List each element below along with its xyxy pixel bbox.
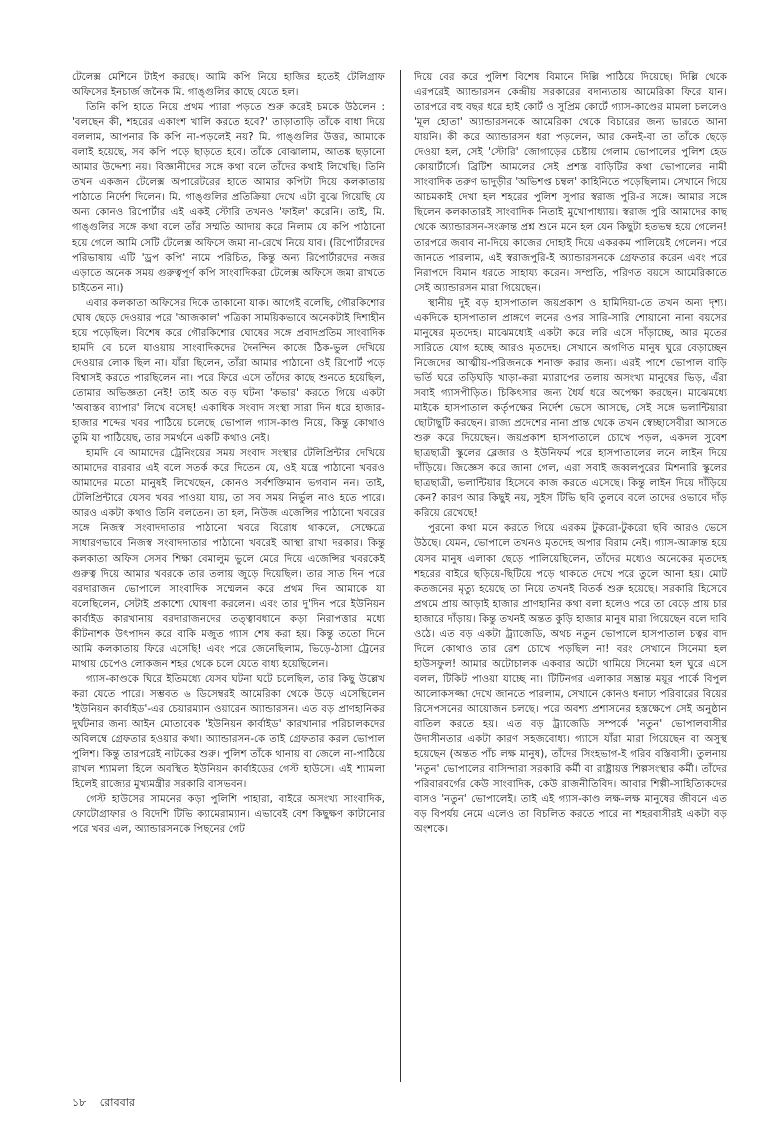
paragraph: টেলেক্স মেশিনে টাইপ করছে। আমি কপি নিয়ে হাজির হতেই টেলিগ্রাফ অফিসের ইনচার্জ জনৈক মি. গাঙ্গুলির কাছে যেতে হল। bbox=[72, 72, 385, 99]
paragraph: দিয়ে বের করে পুলিশ বিশেষ বিমানে দিল্লি পাঠিয়ে দিয়েছে। দিল্লি থেকে এরপরেই অ্যান্ডারসন কেন্দ্রীয় সরকারের বদান্যতায় আমেরিকা ফিরে যান। তারপরে বহু বছর ধরে হাই কোর্ট ও সুপ্রিম কোর্টে গ্যাস-কাণ্ডের মামলা চললেও 'মূল হোতা' অ্যান্ডারসনকে আমেরিকা থেকে বিচারের জন্য ভারতে আনা যায়নি। কী করে অ্যান্ডারসন ধরা পড়লেন, আর কেনই-বা তা তাঁকে ছেড়ে দেওয়া হল, সেই 'স্টোরি' জোগাড়ের চেষ্টায় গেলাম ভোপালের পুলিশ হেড কোয়ার্টার্সে। ব্রিটিশ আমলের সেই প্রশস্ত বাড়িটির কথা ভোপালের নামী সাংবাদিক তরুণ ভাদুড়ীর 'অভিশপ্ত চম্বল' কাহিনিতে পড়েছিলাম। সেখানে গিয়ে আচমকাই দেখা হল শহরের পুলিশ সুপার স্বরাজ পুরি-র সঙ্গে। আমার সঙ্গে ছিলেন কলকাতারই সাংবাদিক নিতাই মুখোপাধ্যায়। স্বরাজ পুরি আমাদের কাছ থেকে অ্যান্ডারসন-সংক্রান্ত প্রশ্ন শুনে মনে হল যেন কিছুটা হতভম্ব হয়ে গেলেন! তারপরে জবাব না-দিয়ে কাজের দোহাই দিয়ে একরকম পালিয়েই গেলেন। পরে জানতে পারলাম, এই স্বরাজপুরি-ই অ্যান্ডারসনকে গ্রেফতার করেন এবং পরে নিরাপদে বিমান ধরতে সাহায্য করেন। সম্প্রতি, পরিণত বয়সে আমেরিকাতে সেই অ্যান্ডারসন মারা গিয়েছেন। bbox=[414, 72, 727, 294]
page-number: ১৮ bbox=[72, 1096, 87, 1109]
paragraph: স্থানীয় দুই বড় হাসপাতাল জয়প্রকাশ ও হামিদিয়া-তে তখন অন্য দৃশ্য। একদিকে হাসপাতাল প্রাঙ্গণে লনের ওপর সারি-সারি শোয়ানো নানা বয়সের মানুষের মৃতদেহ। মাঝেমধ্যেই একটা করে লরি এসে দাঁড়াচ্ছে, আর মৃতের সারিতে যোগ হচ্ছে আরও মৃতদেহ। সেখানে অগণিত মানুষ ঘুরে বেড়াচ্ছেন নিজেদের আত্মীয়-পরিজনকে শনাক্ত করার জন্য। এরই পাশে ভোপাল বাড়ি ভর্তি ঘরে তড়িঘড়ি খাড়া-করা ম্যারাপের তলায় অসংখ্য মানুষের ভিড়, এঁরা সবাই গ্যাসপীড়িত। চিকিৎসার জন্য ধৈর্য ধরে অপেক্ষা করছেন। মাঝেমধ্যে মাইকে হাসপাতাল কর্তৃপক্ষের নির্দেশ ভেসে আসছে, সেই সঙ্গে ভলান্টিয়ারা ছোটাছুটি করছেন। রাজ্য প্রদেশের নানা প্রান্ত থেকে তখন স্বেচ্ছাসেবীরা আসতে শুরু করে দিয়েছেন। জয়প্রকাশ হাসপাতালে চোখে পড়ল, একদল সুবেশ ছাত্রছাত্রী স্কুলের ব্লেজার ও ইউনিফর্ম পরে হাসপাতালের লনে লাইন দিয়ে দাঁড়িয়ে। জিজ্ঞেস করে জানা গেল, এরা সবাই জব্বলপুরের মিশনারি স্কুলের ছাত্রছাত্রী, ভলান্টিয়ার হিসেবে কাজ করতে এসেছে। কিন্তু লাইন দিয়ে দাঁড়িয়ে কেন? কারণ আর কিছুই নয়, সুইস টিভি ছবি তুলবে বলে তাদের ওভাবে দাঁড় করিয়ে রেখেছে! bbox=[414, 297, 727, 520]
paragraph: হামদি বে আমাদের ট্রেনিংয়ের সময় সংবাদ সংস্থার টেলিপ্রিন্টার দেখিয়ে আমাদের বারবার এই বলে সতর্ক করে দিতেন যে, ওই যন্ত্রে পাঠানো খবরও আমাদের মতো মানুষই লিখেছেন, কোনও সর্বশক্তিমান ভগবান নন। তাই, টেলিপ্রিন্টারে যেসব খবর পাওয়া যায়, তা সব সময় নির্ভুল নাও হতে পারে। আরও একটা কথাও তিনি বলতেন। তা হল, নিউজ এজেন্সির পাঠানো খবরের সঙ্গে নিজস্ব সংবাদদাতার পাঠানো খবরে বিরোধ থাকলে, সেক্ষেত্রে সাধারণভাবে নিজস্ব সংবাদদাতার পাঠানো খবরেই আস্থা রাখা দরকার। কিন্তু কলকাতা অফিস সেসব শিক্ষা বেমালুম ভুলে মেরে দিয়ে এজেন্সির খবরকেই গুরুত্ব দিয়ে আমার খবরকে তার তলায় জুড়ে দিয়েছিল। তার সাত দিন পরে বরদারাজন ভোপালে সাংবাদিক সম্মেলন করে প্রথম দিন আমাকে যা বলেছিলেন, সেটাই প্রকাশ্যে ঘোষণা করলেন। এবং তার দু'দিন পরে ইউনিয়ন কার্বাইড কারখানায় বরদারাজনদের তত্ত্বাবধানে কড়া নিরাপত্তার মধ্যে কীটনাশক উৎপাদন করে বাকি মজুত গ্যাস শেষ করা হয়। কিন্তু ততো দিনে আমি কলকাতায় ফিরে এসেছি! এবং পরে জেনেছিলাম, ভিড়ে-ঠাসা ট্রেনের মাথায় চেপেও লোকজন শহর থেকে চলে যেতে বাধ্য হয়েছিলেন। bbox=[72, 448, 385, 670]
paragraph: এবার কলকাতা অফিসের দিকে তাকানো যাক। আগেই বলেছি, গৌরকিশোর ঘোষ ছেড়ে দেওয়ার পরে 'আজকাল' পত্রিকা সাময়িকভাবে অনেকটাই দিশাহীন হয়ে পড়েছিল। বিশেষ করে গৌরকিশোর ঘোষের সঙ্গে প্রবাদপ্রতিম সাংবাদিক হামদি বে চলে যাওয়ায় সাংবাদিকদের দৈনন্দিন কাজে ঠিক-ভুল দেখিয়ে দেওয়ার লোক ছিল না। যাঁরা ছিলেন, তাঁরা আমার পাঠানো ওই রিপোর্ট পড়ে বিশ্বাসই করতে পারছিলেন না। পরে ফিরে এসে তাঁদের কাছে শুনতে হয়েছিল, তোমার অভিজ্ঞতা নেই! তাই অত বড় ঘটনা 'কভার' করতে গিয়ে একটা 'অবাস্তব ব্যাপার' লিখে বসেছ! একাধিক সংবাদ সংস্থা সারা দিন ধরে হাজার-হাজার শব্দের খবর পাঠিয়ে চলেছে ভোপাল গ্যাস-কাণ্ড নিয়ে, কিন্তু কোথাও তুমি যা পাঠিয়েছ, তার সমর্থনে একটি কথাও নেই। bbox=[72, 297, 385, 445]
page-footer bbox=[72, 1094, 135, 1113]
paragraph: গেস্ট হাউসের সামনের কড়া পুলিশি পাহারা, বাইরে অসংখ্য সাংবাদিক, ফোটোগ্রাফার ও বিদেশি টিভি ক্যামেরাম্যান। এভাবেই বেশ কিছুক্ষণ কাটানোর পরে খবর এল, অ্যান্ডারসনকে পিছনের গেট bbox=[72, 794, 385, 836]
paragraph: গ্যাস-কাণ্ডকে ঘিরে ইতিমধ্যে যেসব ঘটনা ঘটে চলেছিল, তার কিছু উল্লেখ করা যেতে পারে। সম্ভবত ৬ ডিসেম্বরই আমেরিকা থেকে উড়ে এসেছিলেন 'ইউনিয়ন কার্বাইড'-এর চেয়ারম্যান ওয়ারেন অ্যান্ডারসন। এত বড় প্রাণহানিকর দুর্ঘটনার জন্য আইন মোতাবেক 'ইউনিয়ন কার্বাইড' কারখানার পরিচালকদের অবিলম্বে গ্রেফতার হওয়ার কথা। অ্যান্ডারসন-কে তাই গ্রেফতার করল ভোপাল পুলিশ। কিন্তু তারপরেই নাটকের শুরু। পুলিশ তাঁকে থানায় বা জেলে না-পাঠিয়ে রাখল শ্যামলা হিলে অবস্থিত ইউনিয়ন কার্বাইডের গেস্ট হাউসে। এই শ্যামলা হিলেই রাজ্যের মুখ্যমন্ত্রীর সরকারি বাসভবন। bbox=[72, 673, 385, 791]
magazine-name: রোববার bbox=[99, 1096, 135, 1109]
article-body bbox=[72, 70, 727, 1082]
article-column-left bbox=[72, 70, 385, 1082]
article-column-right bbox=[414, 70, 727, 1082]
paragraph: তিনি কপি হাতে নিয়ে প্রথম প্যারা পড়তে শুরু করেই চমকে উঠলেন : 'বলছেন কী, শহরের একাংশ খালি করতে হবে?' তাড়াতাড়ি তাঁকে বাধা দিয়ে বললাম, আপনার কি কপি না-পড়লেই নয়? মি. গাঙ্গুলির উত্তর, আমাকে বলাই হয়েছে, সব কপি পড়ে ছাড়তে হবে। তাঁকে বোঝালাম, আতঙ্ক ছড়ানো আমার উদ্দেশ্য নয়। বিজ্ঞানীদের সঙ্গে কথা বলে তাঁদের কথাই লিখেছি। তিনি তখন একজন টেলেক্স অপারেটরের হাতে আমার কপিটা দিয়ে কলকাতায় পাঠাতে নির্দেশ দিলেন। মি. গাঙ্গুলির প্রতিক্রিয়া দেখে এটা বুঝে গিয়েছি যে অন্য কোনও রিপোর্টার এই একই স্টোরি তখনও 'ফাইল' করেনি। তাই, মি. গাঙ্গুলির সঙ্গে কথা বলে তাঁর সম্মতি আদায় করে নিলাম যে কপি পাঠানো হয়ে গেলে আমি সেটি টেলেক্স অফিসে জমা না-রেখে নিয়ে যাব। (রিপোর্টারদের পরিভাষায় এটি 'ড্রপ কপি' নামে পরিচিত, কিন্তু অন্য রিপোর্টারদের নজর এড়াতে অনেক সময় গুরুত্বপূর্ণ কপি সাংবাদিকরা টেলেক্স অফিসে জমা রাখতে চাইতেন না।) bbox=[72, 102, 385, 294]
paragraph: পুরনো কথা মনে করতে গিয়ে এরকম টুকরো-টুকরো ছবি আরও ভেসে উঠছে। যেমন, ভোপালে তখনও মৃতদেহ অপার বিরাম নেই। গ্যাস-আক্রান্ত হয়ে যেসব মানুষ এলাকা ছেড়ে পালিয়েছিলেন, তাঁদের মধ্যেও অনেকের মৃতদেহ শহরের বাইরে ছড়িয়ে-ছিটিয়ে পড়ে থাকতে দেখে পরে তুলে আনা হয়। মোট কতজনের মৃত্যু হয়েছে তা নিয়ে তখনই বিতর্ক শুরু হয়েছে। সরকারি হিসেবে প্রথমে প্রায় আড়াই হাজার প্রাণহানির কথা বলা হলেও পরে তা বেড়ে প্রায় চার হাজারে দাঁড়ায়। কিন্তু তখনই অন্তত কুড়ি হাজার মানুষ মারা গিয়েছেন বলে দাবি ওঠে। এত বড় একটা ট্র্যাজেডি, অথচ নতুন ভোপালে হাসপাতাল চত্বর বাদ দিলে কোথাও তার রেশ চোখে পড়ছিল না! বরং সেখানে সিনেমা হল হাউসফুল! আমার অটোচালক একবার অটো থামিয়ে সিনেমা হল ঘুরে এসে বলল, টিকিট পাওয়া যাচ্ছে না। টিটিনগর এলাকার সম্ভ্রান্ত ময়ূর পার্কে বিপুল আলোকসজ্জা দেখে জানতে পারলাম, সেখানে কোনও ধনাঢ্য পরিবারের বিয়ের রিসেপসনের আয়োজন চলছে। পরে অবশ্য প্রশাসনের হস্তক্ষেপে সেই অনুষ্ঠান বাতিল করতে হয়। এত বড় ট্র্যাজেডি সম্পর্কে 'নতুন' ভোপালবাসীর উদাসীনতার একটা কারণ সহজবোধ্য। গ্যাসে যাঁরা মারা গিয়েছেন বা অসুস্থ হয়েছেন (অন্তত পাঁচ লক্ষ মানুষ), তাঁদের সিংহভাগ-ই গরিব বস্তিবাসী। তুলনায় 'নতুন' ভোপালের বাসিন্দারা সরকারি কর্মী বা রাষ্ট্রায়ত্ত শিল্পসংস্থার কর্মী। তাঁদের পরিবারবর্গের কেউ সাংবাদিক, কেউ রাজনীতিবিদ। আবার শিল্পী-সাহিত্যিকদের বাসও 'নতুন' ভোপালেই। তাই এই গ্যাস-কাণ্ড লক্ষ-লক্ষ মানুষের জীবনে এত বড় বিপর্যয় নেমে এলেও তা বিচলিত করতে পারে না শহরবাসীরই একটা বড় অংশকে। bbox=[414, 523, 727, 836]
column-divider bbox=[400, 70, 401, 1082]
